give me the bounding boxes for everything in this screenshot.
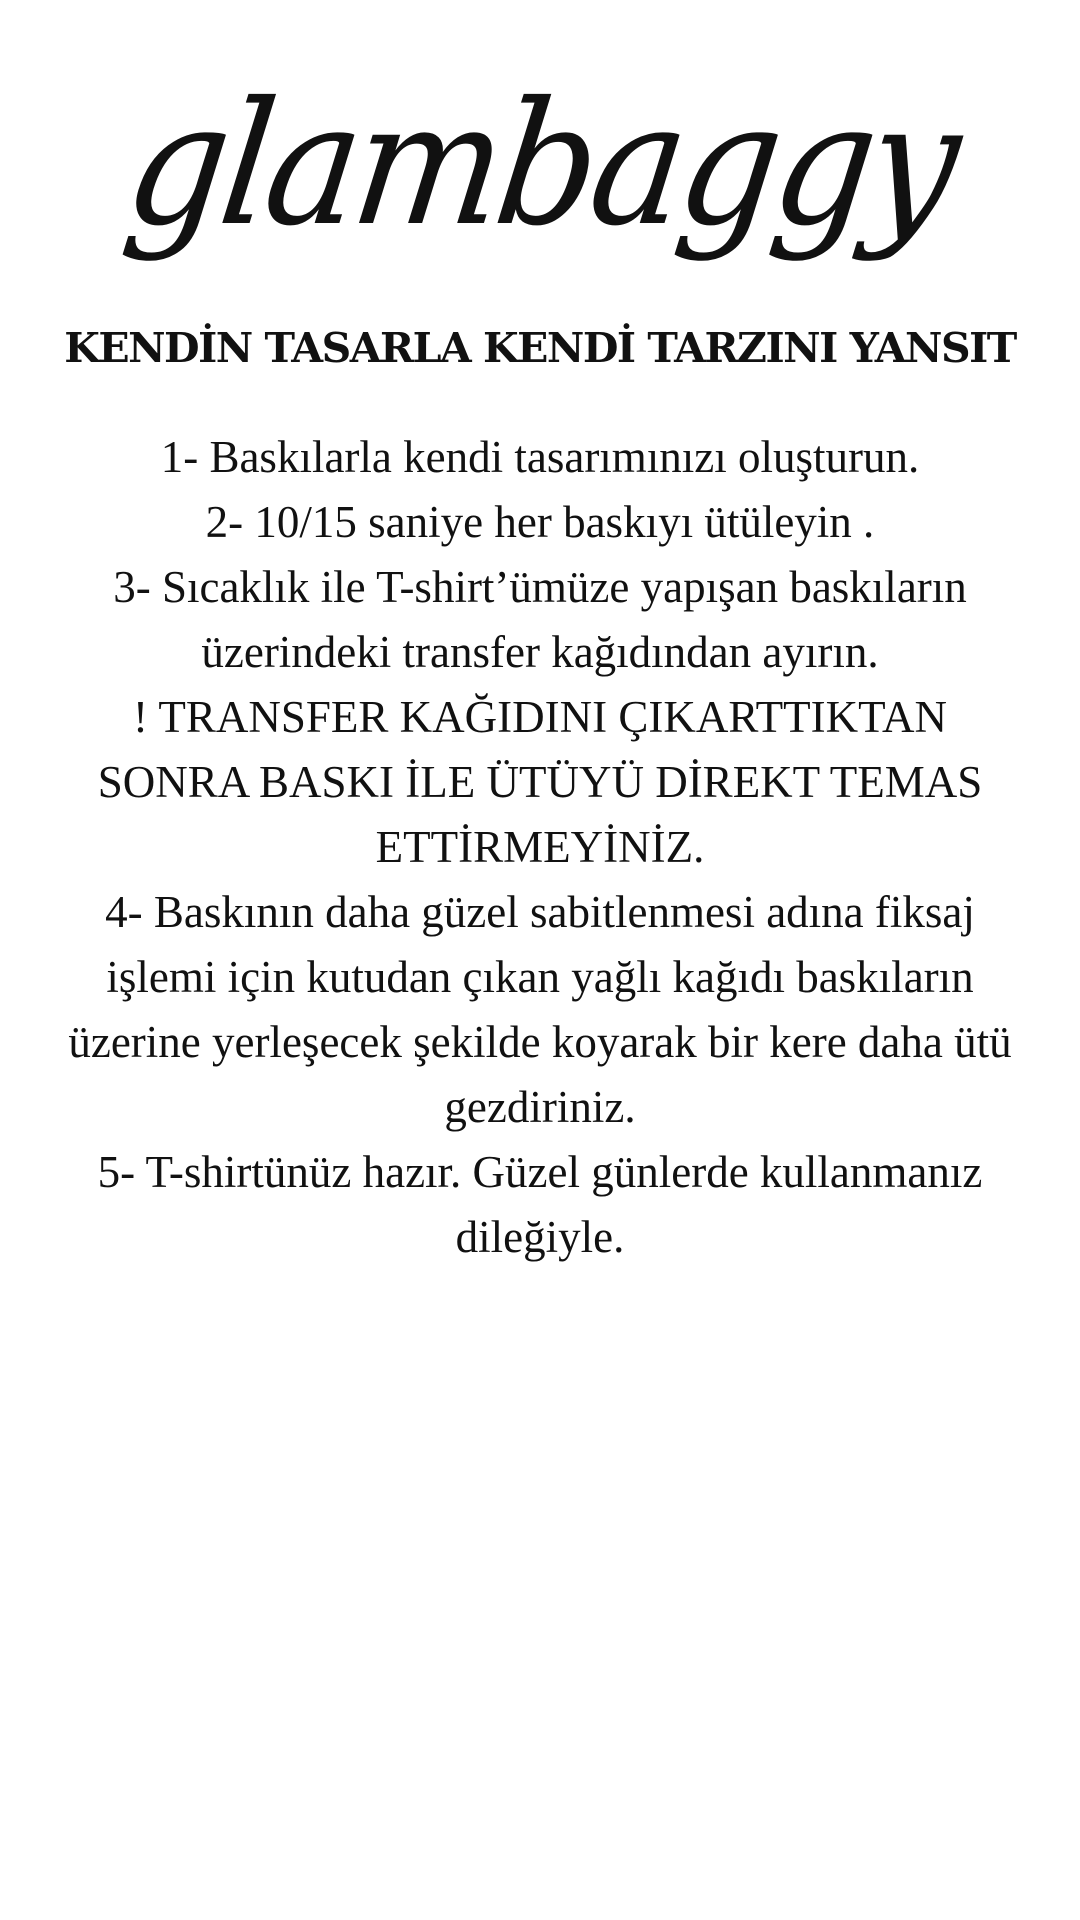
instruction-line: işlemi için kutudan çıkan yağlı kağıdı baskıların [106, 952, 974, 1002]
warning-line: SONRA BASKI İLE ÜTÜYÜ DİREKT TEMAS [97, 757, 983, 807]
instruction-line: gezdiriniz. [444, 1082, 636, 1132]
instruction-line: üzerine yerleşecek şekilde koyarak bir kere daha ütü [68, 1017, 1012, 1067]
instructions-text [10, 425, 1070, 1270]
instruction-line: 2- 10/15 saniye her baskıyı ütüleyin . [205, 497, 875, 547]
instruction-line: üzerindeki transfer kağıdından ayırın. [201, 627, 879, 677]
warning-line: ! TRANSFER KAĞIDINI ÇIKARTTIKTAN [132, 692, 948, 742]
instruction-line: 5- T-shirtünüz hazır. Güzel günlerde kullanmanız [97, 1147, 983, 1197]
instruction-line: dileğiyle. [455, 1212, 625, 1262]
instruction-line: 3- Sıcaklık ile T-shirt’ümüze yapışan baskıların [113, 562, 967, 612]
instruction-line: 4- Baskının daha güzel sabitlenmesi adına fiksaj [105, 887, 975, 937]
instruction-line: 1- Baskılarla kendi tasarımınızı oluşturun. [160, 432, 920, 482]
page-headline: KENDİN TASARLA KENDİ TARZINI YANSIT [64, 324, 1016, 372]
warning-line: ETTİRMEYİNİZ. [375, 822, 705, 872]
brand-logo: glambaggy [115, 66, 966, 264]
